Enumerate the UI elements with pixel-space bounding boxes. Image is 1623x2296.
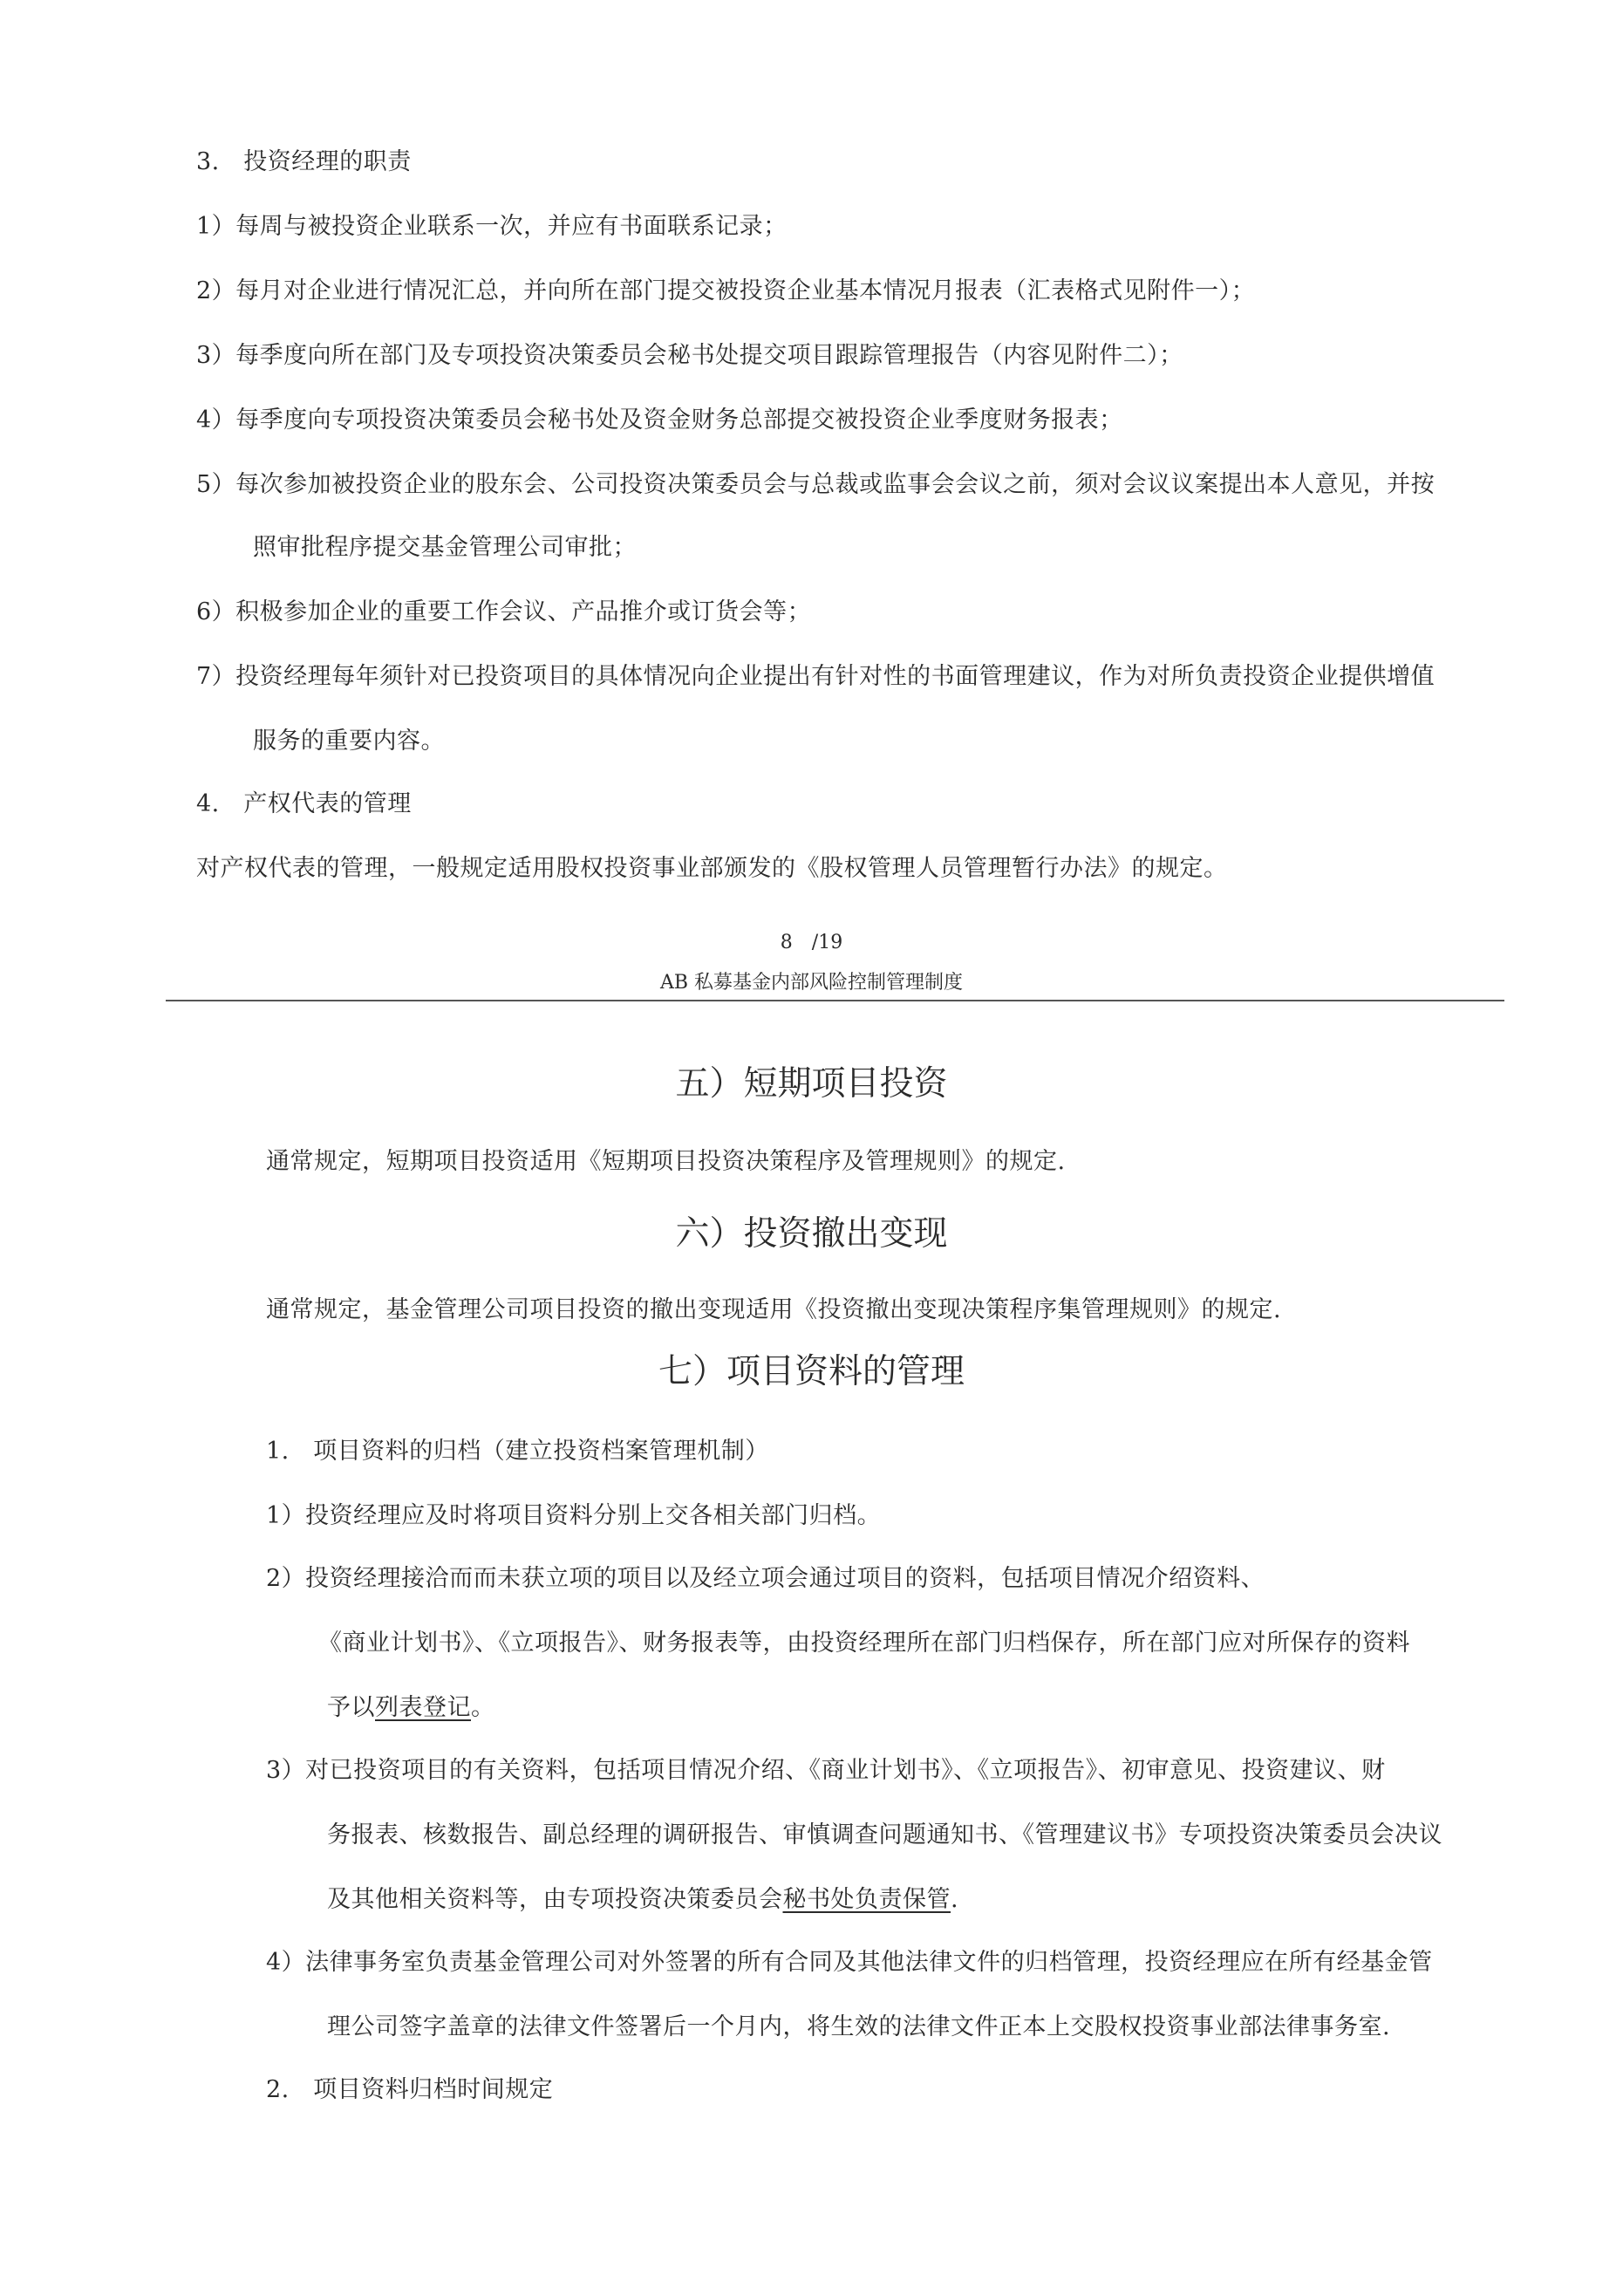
list-item-continuation bbox=[327, 1884, 958, 1916]
heading-project-materials: 七）项目资料的管理 bbox=[658, 1352, 965, 1391]
list-item: 7）投资经理每年须针对已投资项目的具体情况向企业提出有针对性的书面管理建议，作为对所负责投资企业提供增值 bbox=[196, 663, 1435, 690]
section-title-manager-duties: 3. 投资经理的职责 bbox=[196, 148, 412, 175]
text-segment: . bbox=[951, 1886, 959, 1913]
paragraph: 通常规定，短期项目投资适用《短期项目投资决策程序及管理规则》的规定. bbox=[266, 1148, 1066, 1175]
document-title: AB 私募基金内部风险控制管理制度 bbox=[659, 972, 964, 994]
section-title-property-rep: 4. 产权代表的管理 bbox=[196, 790, 412, 817]
list-item-continuation: 理公司签字盖章的法律文件签署后一个月内，将生效的法律文件正本上交股权投资事业部法律事务室. bbox=[327, 2013, 1391, 2040]
list-item: 3）对已投资项目的有关资料，包括项目情况介绍、《商业计划书》、《立项报告》、初审意见、投资建议、财 bbox=[266, 1757, 1386, 1784]
list-item-continuation bbox=[327, 1692, 495, 1724]
list-item: 5）每次参加被投资企业的股东会、公司投资决策委员会与总裁或监事会会议之前，须对会议议案提出本人意见，并按 bbox=[196, 471, 1435, 498]
underlined-text: 秘书处负责保管 bbox=[782, 1886, 951, 1913]
underlined-text: 列表登记 bbox=[375, 1694, 471, 1721]
heading-investment-exit: 六）投资撤出变现 bbox=[675, 1214, 948, 1254]
list-item: 1）每周与被投资企业联系一次，并应有书面联系记录； bbox=[196, 213, 788, 240]
list-item: 2）投资经理接洽而而未获立项的项目以及经立项会通过项目的资料，包括项目情况介绍资料、 bbox=[266, 1565, 1265, 1592]
paragraph: 通常规定，基金管理公司项目投资的撤出变现适用《投资撤出变现决策程序集管理规则》的规定. bbox=[266, 1296, 1282, 1323]
subsection-title: 1. 项目资料的归档（建立投资档案管理机制） bbox=[266, 1438, 769, 1465]
list-item-continuation: 务报表、核数报告、副总经理的调研报告、审慎调查问题通知书、《管理建议书》专项投资决策委员会决议 bbox=[327, 1821, 1442, 1848]
heading-short-term-investment: 五）短期项目投资 bbox=[675, 1064, 948, 1104]
text-segment: 及其他相关资料等，由专项投资决策委员会 bbox=[327, 1886, 783, 1913]
list-item-continuation: 服务的重要内容。 bbox=[253, 728, 445, 755]
text-segment: 予以 bbox=[327, 1694, 375, 1721]
page-number: 8 /19 bbox=[780, 932, 843, 953]
list-item: 6）积极参加企业的重要工作会议、产品推介或订货会等； bbox=[196, 598, 812, 625]
footer-divider bbox=[166, 1000, 1504, 1001]
list-item: 1）投资经理应及时将项目资料分别上交各相关部门归档。 bbox=[266, 1502, 882, 1529]
subsection-title: 2. 项目资料归档时间规定 bbox=[266, 2076, 554, 2103]
list-item: 3）每季度向所在部门及专项投资决策委员会秘书处提交项目跟踪管理报告（内容见附件二）； bbox=[196, 342, 1183, 369]
paragraph: 对产权代表的管理，一般规定适用股权投资事业部颁发的《股权管理人员管理暂行办法》的规定。 bbox=[196, 855, 1228, 882]
list-item-continuation: 照审批程序提交基金管理公司审批； bbox=[253, 534, 637, 561]
text-segment: 。 bbox=[471, 1694, 495, 1721]
list-item: 4）法律事务室负责基金管理公司对外签署的所有合同及其他法律文件的归档管理，投资经理应在所有经基金管 bbox=[266, 1949, 1433, 1976]
list-item: 2）每月对企业进行情况汇总，并向所在部门提交被投资企业基本情况月报表（汇表格式见附件一）； bbox=[196, 277, 1256, 304]
list-item-continuation: 《商业计划书》、《立项报告》、财务报表等，由投资经理所在部门归档保存，所在部门应对所保存的资料 bbox=[318, 1630, 1410, 1657]
list-item: 4）每季度向专项投资决策委员会秘书处及资金财务总部提交被投资企业季度财务报表； bbox=[196, 407, 1123, 434]
